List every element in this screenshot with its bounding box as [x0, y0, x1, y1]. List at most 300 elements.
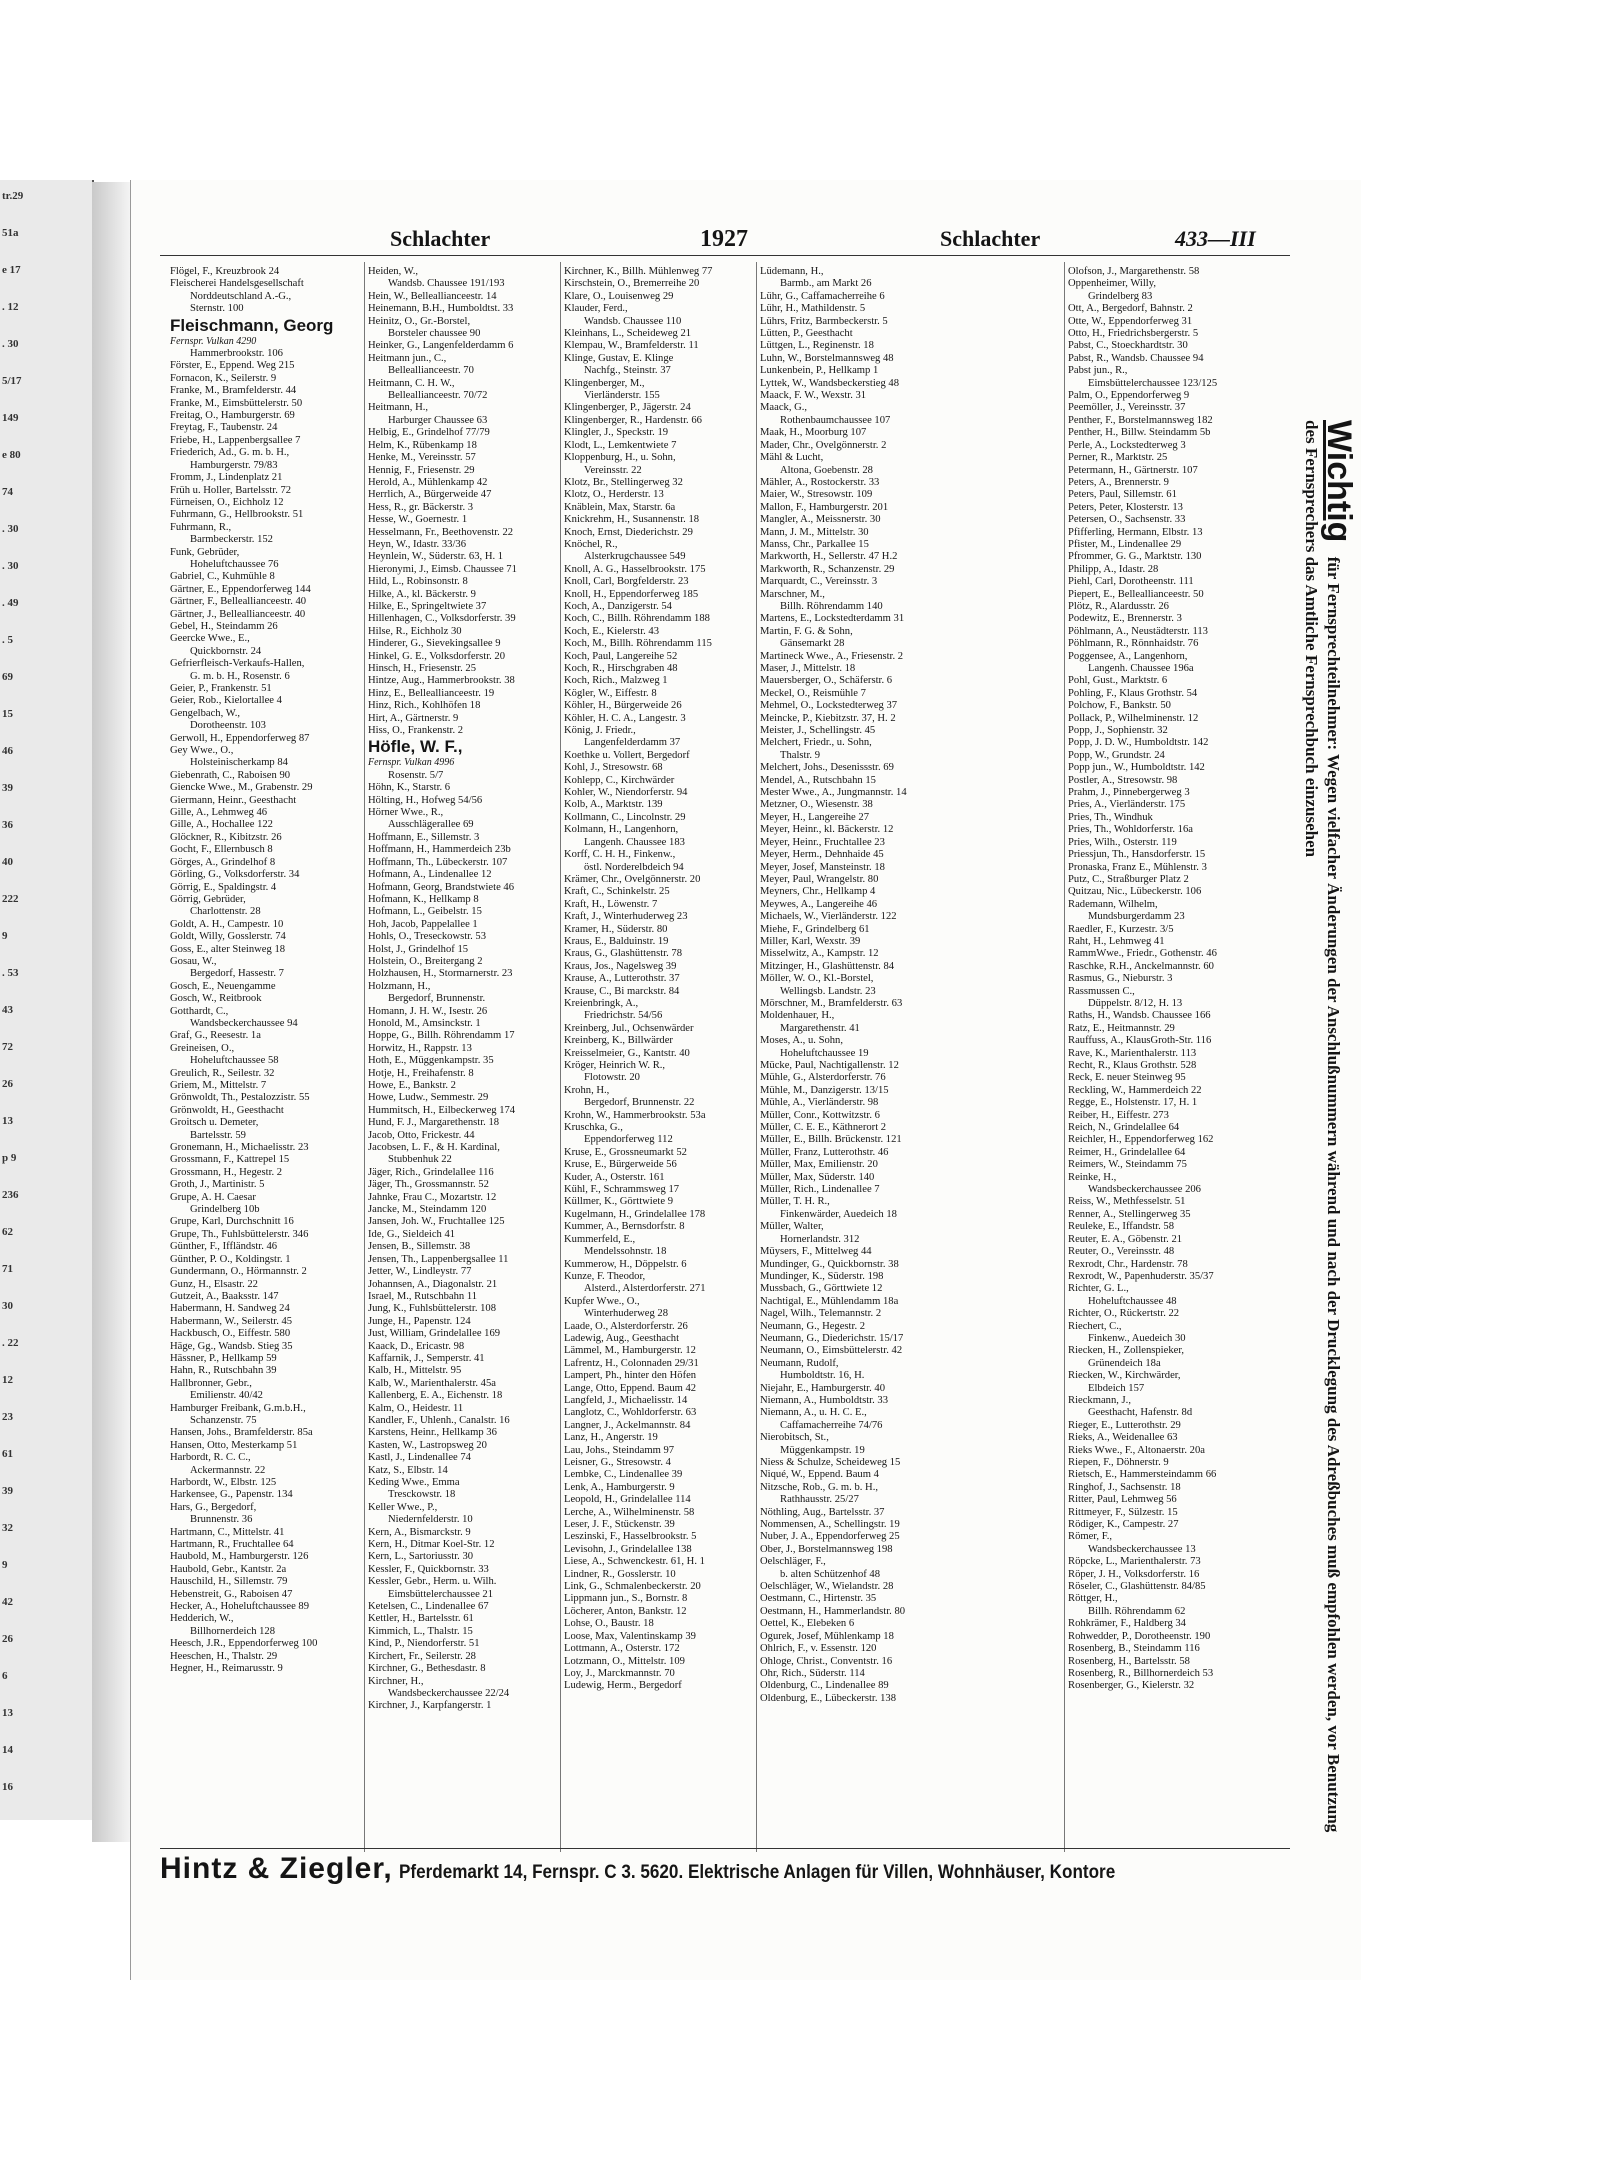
directory-entry: Giencke Wwe., M., Grabenstr. 29 — [170, 782, 313, 794]
page-header — [260, 226, 1290, 256]
previous-page-fragment: tr.29 — [2, 190, 24, 202]
directory-entry: Lottmann, A., Osterstr. 172 — [564, 1643, 680, 1655]
directory-entry: Koethke u. Vollert, Bergedorf — [564, 749, 690, 761]
directory-entry: Lanz, H., Angerstr. 19 — [564, 1432, 658, 1444]
directory-entry: Kummer, A., Bernsdorfstr. 8 — [564, 1221, 685, 1233]
directory-entry: Koch, M., Billh. Röhrendamm 115 — [564, 638, 712, 650]
directory-entry: Lotzmann, O., Mittelstr. 109 — [564, 1655, 685, 1667]
directory-entry: Niejahr, E., Hamburgerstr. 40 — [760, 1382, 886, 1394]
directory-entry: Levisohn, J., Grindelallee 138 — [564, 1543, 692, 1555]
directory-entry: Kasten, W., Lastropsweg 20 — [368, 1439, 487, 1451]
directory-entry: Niedernfelderstr. 10 — [388, 1514, 473, 1526]
previous-page-fragment: 62 — [2, 1226, 13, 1238]
directory-entry: Geier, P., Frankenstr. 51 — [170, 683, 272, 694]
directory-entry: Riecken, H., Zollenspieker, — [1068, 1345, 1185, 1357]
directory-entry: Maak, H., Moorburg 107 — [760, 427, 867, 439]
directory-entry: Honold, M., Amsinckstr. 1 — [368, 1017, 481, 1029]
directory-entry: Koch, R., Hirschgraben 48 — [564, 663, 678, 674]
directory-entry: Rosenberg, H., Bartelsstr. 58 — [1068, 1655, 1190, 1667]
directory-entry: Piepert, E., Belleallianceestr. 50 — [1068, 588, 1204, 600]
directory-entry: Kirchner, K., Billh. Mühlenweg 77 — [564, 266, 713, 277]
directory-entry: Gebel, H., Steindamm 26 — [170, 620, 278, 632]
directory-entry: Reiber, H., Eiffestr. 273 — [1068, 1109, 1169, 1121]
directory-entry: Charlottenstr. 28 — [190, 906, 261, 918]
directory-entry: Finkenw., Auedeich 30 — [1088, 1332, 1186, 1344]
directory-entry: Pollack, P., Wilhelminenstr. 12 — [1068, 712, 1199, 724]
directory-entry: Penther, H., Billw. Steindamm 5b — [1068, 427, 1211, 439]
directory-entry: König, J. Friedr., — [564, 725, 636, 737]
previous-page-fragment: . 22 — [2, 1337, 19, 1349]
directory-entry: Altona, Goebenstr. 28 — [780, 464, 873, 476]
directory-entry: Michaels, W., Vierländerstr. 122 — [760, 911, 897, 923]
directory-entry: Hamburgerstr. 79/83 — [190, 459, 278, 471]
directory-entry: Heitmann, C. H. W., — [368, 377, 455, 389]
directory-entry: Meyer, Paul, Wrangelstr. 80 — [760, 873, 879, 885]
previous-page-fragment: e 80 — [2, 449, 21, 461]
directory-entry: Reuter, O., Vereinsstr. 48 — [1068, 1246, 1175, 1258]
directory-entry: Habermann, W., Seilerstr. 45 — [170, 1315, 293, 1327]
directory-entry: Reuleke, E., Iffandstr. 58 — [1068, 1221, 1175, 1233]
directory-entry: Hintze, Aug., Hammerbrookstr. 38 — [368, 675, 515, 687]
directory-entry: Meyer, Heinr., Fruchtallee 23 — [760, 836, 885, 848]
directory-entry: Liese, A., Schwenckestr. 61, H. 1 — [564, 1556, 705, 1568]
directory-entry: Hinderer, G., Sievekingsallee 9 — [368, 638, 501, 650]
directory-entry: Hofmann, A., Lindenallee 12 — [368, 869, 492, 881]
directory-entry: Hiss, O., Frankenstr. 2 — [368, 725, 464, 737]
directory-entry: Gerwoll, H., Eppendorferweg 87 — [170, 732, 310, 744]
directory-entry: Görrig, E., Spaldingstr. 4 — [170, 881, 277, 893]
directory-entry: Mussbach, G., Görttwiete 12 — [760, 1283, 883, 1295]
directory-entry: Kraus, E., Balduinstr. 19 — [564, 935, 669, 947]
directory-entry: Görges, A., Grindelhof 8 — [170, 856, 276, 868]
directory-entry: Keding Wwe., Emma — [368, 1477, 460, 1488]
directory-entry: Sternstr. 100 — [190, 303, 244, 315]
directory-entry: Jahnke, Frau C., Mozartstr. 12 — [368, 1191, 497, 1203]
directory-entry: Norddeutschland A.-G., — [190, 290, 292, 302]
directory-entry: Meincke, P., Kiebitzstr. 37, H. 2 — [760, 712, 896, 724]
directory-column-2 — [368, 266, 558, 1851]
directory-entry: Richter, G. L., — [1068, 1283, 1129, 1295]
directory-entry: Müysers, F., Mittelweg 44 — [760, 1246, 872, 1258]
directory-entry: Röttger, H., — [1068, 1593, 1118, 1605]
directory-entry: Henke, M., Vereinsstr. 57 — [368, 452, 476, 464]
directory-entry: Peters, Paul, Sillemstr. 61 — [1068, 489, 1177, 501]
directory-entry: Mücke, Paul, Nachtigallenstr. 12 — [760, 1060, 899, 1071]
directory-entry: Lafrentz, H., Colonnaden 29/31 — [564, 1357, 699, 1369]
directory-entry: Ohr, Rich., Süderstr. 114 — [760, 1667, 865, 1679]
directory-entry: Katz, S., Elbstr. 14 — [368, 1464, 448, 1476]
previous-page-fragment: 236 — [2, 1189, 19, 1201]
directory-entry: Gosch, W., Reitbrook — [170, 993, 262, 1005]
directory-entry: Kreienbringk, A., — [564, 997, 639, 1009]
directory-entry: Groitsch u. Demeter, — [170, 1117, 259, 1129]
directory-entry: Gotthardt, C., — [170, 1005, 229, 1017]
directory-entry: Hinkel, G. E., Volksdorferstr. 20 — [368, 650, 506, 662]
directory-entry: Mann, J. M., Mittelstr. 30 — [760, 526, 869, 538]
directory-entry: Hahn, R., Rutschbahn 39 — [170, 1365, 277, 1377]
directory-entry: Hoppe, G., Billh. Röhrendamm 17 — [368, 1030, 515, 1042]
directory-entry: Neumann, G., Hegestr. 2 — [760, 1320, 866, 1332]
directory-entry: Kraft, H., Löwenstr. 7 — [564, 898, 658, 910]
directory-entry: Harbordt, R. C. C., — [170, 1452, 251, 1464]
directory-entry: Heitmann, H., — [368, 402, 429, 414]
directory-entry: Petersen, O., Sachsenstr. 33 — [1068, 514, 1186, 526]
directory-entry: Holzmann, H., — [368, 980, 431, 992]
directory-entry: Löcherer, Anton, Bankstr. 12 — [564, 1605, 687, 1617]
directory-entry: Hofmann, Georg, Brandstwiete 46 — [368, 881, 515, 893]
directory-entry: Fuhrmann, G., Hellbrookstr. 51 — [170, 509, 304, 521]
directory-entry: Gosau, W., — [170, 955, 217, 967]
directory-entry: Popp, J. D. W., Humboldtstr. 142 — [1068, 737, 1209, 749]
previous-page-fragment: 43 — [2, 1004, 13, 1016]
directory-entry: Maser, J., Mittelstr. 18 — [760, 663, 856, 674]
directory-entry: Pries, Th., Windhuk — [1068, 811, 1153, 823]
directory-entry: Pries, Wilh., Osterstr. 119 — [1068, 836, 1177, 848]
directory-entry: Hinsch, H., Friesenstr. 25 — [368, 663, 476, 674]
previous-page-fragment: 9 — [2, 1559, 8, 1571]
column-divider — [1064, 262, 1065, 1852]
directory-entry: Bergedorf, Brunnenstr. 22 — [584, 1097, 695, 1109]
directory-entry: Martens, E., Lockstedterdamm 31 — [760, 613, 905, 625]
directory-entry: Oelschläger, W., Wielandstr. 28 — [760, 1581, 894, 1593]
directory-entry: Finkenwärder, Auedeich 18 — [780, 1208, 897, 1220]
directory-entry: Miehe, F., Grindelberg 61 — [760, 923, 870, 935]
directory-entry: Gocht, F., Ellernbusch 8 — [170, 844, 273, 856]
directory-entry: Fleischerei Handelsgesellschaft — [170, 278, 304, 290]
directory-entry: Kraft, C., Schinkelstr. 25 — [564, 886, 670, 898]
directory-entry: Müller, T. H. R., — [760, 1196, 830, 1208]
directory-entry: Müller, Conr., Kottwitzstr. 6 — [760, 1109, 880, 1121]
directory-entry: Jetter, W., Lindleystr. 77 — [368, 1266, 472, 1278]
directory-entry: Funk, Gebrüder, — [170, 546, 240, 558]
directory-entry: Lindner, R., Gosslerstr. 10 — [564, 1568, 676, 1580]
directory-entry: Vereinsstr. 22 — [584, 464, 642, 476]
directory-entry: Fernspr. Vulkan 4996 — [368, 757, 455, 769]
directory-entry: Langenfelderdamm 37 — [584, 737, 681, 749]
directory-entry: Müller, C. E. E., Käthnerort 2 — [760, 1122, 887, 1134]
directory-entry: Geercke Wwe., E., — [170, 633, 250, 645]
directory-entry: Holzhausen, H., Stormarnerstr. 23 — [368, 968, 513, 980]
directory-entry: Oestmann, H., Hammerlandstr. 80 — [760, 1605, 906, 1617]
directory-entry: Oestmann, C., Hirtenstr. 35 — [760, 1593, 877, 1605]
directory-entry: Krause, A., Lutterothstr. 37 — [564, 973, 680, 985]
directory-entry: Hoffmann, H., Hammerdeich 23b — [368, 844, 511, 856]
directory-entry: Fromm, J., Lindenplatz 21 — [170, 472, 283, 484]
directory-entry: Mähl & Lucht, — [760, 452, 824, 464]
directory-entry: Neumann, G., Diederichstr. 15/17 — [760, 1332, 904, 1344]
directory-entry: Müller, E., Billh. Brückenstr. 121 — [760, 1134, 902, 1146]
directory-entry: Freytag, F., Taubenstr. 24 — [170, 422, 278, 434]
directory-entry: Heinker, G., Langenfelderdamm 6 — [368, 340, 514, 352]
directory-entry: Oldenburg, E., Lübeckerstr. 138 — [760, 1692, 897, 1704]
directory-entry: Mehmel, O., Lockstedterweg 37 — [760, 700, 898, 712]
directory-entry: Gabriel, C., Kuhmühle 8 — [170, 571, 275, 583]
directory-entry: Mähler, A., Rostockerstr. 33 — [760, 476, 880, 488]
directory-entry: Nöthling, Aug., Bartelsstr. 37 — [760, 1506, 885, 1518]
directory-entry: Billh. Röhrendamm 62 — [1088, 1605, 1186, 1617]
directory-entry: Kraft, J., Winterhuderweg 23 — [564, 911, 688, 923]
directory-entry: Rohwedder, P., Dorotheenstr. 190 — [1068, 1630, 1211, 1642]
directory-entry: Helm, K., Rübenkamp 18 — [368, 439, 477, 451]
directory-entry: Heiden, W., — [368, 266, 419, 277]
directory-entry: Kastl, J., Lindenallee 74 — [368, 1452, 471, 1464]
directory-entry: Raths, H., Wandsb. Chaussee 166 — [1068, 1010, 1211, 1022]
directory-entry: Podewitz, E., Brennerstr. 3 — [1068, 613, 1182, 625]
directory-entry: Früh u. Holler, Bartelsstr. 72 — [170, 484, 292, 496]
directory-entry: Piehl, Carl, Dorotheenstr. 111 — [1068, 576, 1194, 588]
directory-entry: Greineisen, O., — [170, 1042, 235, 1054]
directory-entry: Bergedorf, Brunnenstr. — [388, 993, 486, 1005]
directory-entry: Nachfg., Steinstr. 37 — [584, 365, 671, 377]
directory-entry: Müggenkampstr. 19 — [780, 1444, 865, 1456]
directory-entry: Melchert, Johs., Desenissstr. 69 — [760, 762, 894, 774]
directory-entry: Römer, F., — [1068, 1531, 1113, 1543]
directory-entry: Gosch, E., Neuengamme — [170, 980, 276, 992]
directory-entry: Kreisselmeier, G., Kantstr. 40 — [564, 1047, 690, 1059]
directory-entry: Grönwoldt, Th., Pestalozzistr. 55 — [170, 1092, 310, 1104]
directory-entry: Maack, G., — [760, 402, 808, 414]
directory-entry: Kolb, A., Marktstr. 139 — [564, 799, 663, 811]
directory-entry: Reuter, E. A., Göbenstr. 21 — [1068, 1233, 1183, 1245]
directory-entry: Wandsbeckerchaussee 22/24 — [388, 1687, 510, 1699]
directory-entry: Friedrichstr. 54/56 — [584, 1010, 663, 1022]
directory-entry: Peters, A., Brennerstr. 9 — [1068, 476, 1169, 488]
directory-entry: Bergedorf, Hassestr. 7 — [190, 968, 284, 980]
directory-entry: Koch, C., Billh. Röhrendamm 188 — [564, 613, 710, 625]
directory-entry: Kröger, Heinrich W. R., — [564, 1060, 666, 1071]
previous-page-fragment: 30 — [2, 1300, 13, 1312]
directory-entry: Hinz, E., Belleallianceestr. 19 — [368, 687, 495, 699]
directory-entry: Reichler, H., Eppendorferweg 162 — [1068, 1134, 1214, 1146]
directory-entry: Lyttek, W., Wandsbeckerstieg 48 — [760, 377, 899, 389]
directory-entry: Prahm, J., Pinnebergerweg 3 — [1068, 787, 1190, 799]
directory-entry: b. alten Schützenhof 48 — [780, 1568, 881, 1580]
directory-entry: Oppenheimer, Willy, — [1068, 278, 1156, 290]
directory-entry: Niqué, W., Eppend. Baum 4 — [760, 1469, 879, 1481]
directory-entry: Kimmich, L., Thalstr. 15 — [368, 1625, 473, 1637]
directory-entry: Knoch, Ernst, Diederichstr. 29 — [564, 526, 693, 538]
directory-entry: Rathhausstr. 25/27 — [780, 1494, 859, 1506]
directory-entry: Lau, Johs., Steindamm 97 — [564, 1444, 675, 1456]
directory-entry: Hoheluftchaussee 19 — [780, 1047, 869, 1059]
directory-entry: Möller, W. O., Kl.-Borstel, — [760, 973, 874, 985]
directory-entry: Popp, J., Sophienstr. 32 — [1068, 725, 1168, 737]
directory-entry: Hartmann, R., Fruchtallee 64 — [170, 1539, 294, 1551]
directory-entry: Röper, J. H., Volksdorferstr. 16 — [1068, 1568, 1200, 1580]
directory-entry: Klingler, J., Speckstr. 19 — [564, 427, 669, 439]
vertical-notice — [1270, 420, 1358, 1840]
directory-entry: Knickrehm, H., Susannenstr. 18 — [564, 514, 700, 526]
directory-entry: Riechert, C., — [1068, 1320, 1122, 1332]
directory-entry: Pöhlmann, A., Neustädterstr. 113 — [1068, 625, 1208, 637]
directory-entry: Jensen, Th., Lappenbergsallee 11 — [368, 1253, 509, 1265]
directory-entry: Kern, L., Sartoriusstr. 30 — [368, 1551, 474, 1563]
directory-entry: Rosenberger, G., Kielerstr. 32 — [1068, 1680, 1195, 1692]
directory-entry: Groth, J., Martinistr. 5 — [170, 1179, 265, 1191]
directory-entry: Pronaska, Franz E., Mühlenstr. 3 — [1068, 861, 1207, 873]
directory-entry: Hillenhagen, C., Volksdorferstr. 39 — [368, 613, 516, 625]
directory-entry: Lampert, Ph., hinter den Höfen — [564, 1370, 697, 1382]
directory-entry: Oelschläger, F., — [760, 1556, 826, 1568]
directory-entry: Lerche, A., Wilhelminenstr. 58 — [564, 1506, 695, 1518]
directory-entry: Mallon, F., Hamburgerstr. 201 — [760, 501, 889, 513]
previous-page-fragment: . 30 — [2, 338, 19, 350]
directory-entry: Ludewig, Herm., Bergedorf — [564, 1680, 682, 1692]
directory-entry: Vierländerstr. 155 — [584, 390, 660, 402]
previous-page-fragment: . 12 — [2, 301, 19, 313]
directory-entry: Grindelberg 83 — [1088, 290, 1153, 302]
directory-entry: Goss, E., alter Steinweg 18 — [170, 943, 286, 955]
directory-entry: Höfle, W. F., — [368, 737, 463, 757]
directory-entry: Pfrommer, G. G., Marktstr. 130 — [1068, 551, 1202, 563]
directory-entry: Hoffmann, Th., Lübeckerstr. 107 — [368, 856, 508, 868]
directory-entry: Pabst jun., R., — [1068, 365, 1128, 377]
previous-page-fragment: 32 — [2, 1522, 13, 1534]
directory-entry: Klauder, Ferd., — [564, 303, 628, 315]
directory-entry: Kruse, E., Bürgerweide 56 — [564, 1159, 677, 1171]
page-gutter-shadow — [92, 182, 130, 1842]
previous-page-fragment: 13 — [2, 1115, 13, 1127]
directory-entry: Recht, R., Klaus Grothstr. 528 — [1068, 1060, 1197, 1071]
directory-entry: Mühle, A., Vierländerstr. 98 — [760, 1097, 879, 1109]
directory-entry: Hilke, E., Springeltwiete 37 — [368, 600, 487, 612]
directory-entry: Hammerbrookstr. 106 — [190, 348, 283, 360]
directory-entry: Nuber, J. A., Eppendorferweg 25 — [760, 1531, 900, 1543]
directory-entry: Polchow, F., Bankstr. 50 — [1068, 700, 1171, 712]
previous-page-fragment: 222 — [2, 893, 19, 905]
directory-entry: Hilse, R., Eichholz 30 — [368, 625, 462, 637]
previous-page-fragment: . 30 — [2, 523, 19, 535]
directory-entry: Niess & Schulze, Scheideweg 15 — [760, 1457, 901, 1468]
directory-entry: Greulich, R., Seilestr. 32 — [170, 1067, 275, 1079]
directory-entry: Israel, M., Rutschbahn 11 — [368, 1290, 478, 1302]
directory-entry: Kessler, F., Quickbornstr. 33 — [368, 1563, 489, 1575]
directory-entry: Reiss, W., Methfesselstr. 51 — [1068, 1196, 1186, 1208]
directory-entry: Leopold, H., Grindelallee 114 — [564, 1494, 691, 1506]
directory-entry: Kettler, H., Bartelsstr. 61 — [368, 1613, 474, 1625]
previous-page-fragment: . 49 — [2, 597, 19, 609]
directory-entry: Gille, A., Hochallee 122 — [170, 819, 273, 831]
directory-entry: Kuder, A., Osterstr. 161 — [564, 1171, 665, 1183]
directory-entry: Alsterd., Alsterdorferstr. 271 — [584, 1283, 706, 1295]
directory-entry: Hesse, W., Goernestr. 1 — [368, 514, 468, 526]
directory-entry: Stubbenhuk 22 — [388, 1154, 452, 1166]
directory-entry: Kugelmann, H., Grindelallee 178 — [564, 1208, 706, 1220]
directory-entry: Knoll, A. G., Hasselbrookstr. 175 — [564, 563, 706, 575]
directory-entry: Nitzsche, Rob., G. m. b. H., — [760, 1481, 878, 1493]
directory-entry: Lühr, G., Caffamacherreihe 6 — [760, 290, 885, 302]
directory-entry: Lührs, Fritz, Barmbeckerstr. 5 — [760, 315, 888, 327]
directory-entry: Görrig, Gebrüder, — [170, 893, 246, 905]
directory-entry: Belleallianceestr. 70/72 — [388, 390, 488, 402]
directory-entry: Kolmann, H., Langenhorn, — [564, 824, 679, 836]
directory-entry: Jäger, Rich., Grindelallee 116 — [368, 1166, 494, 1178]
directory-column-3 — [564, 266, 754, 1851]
directory-entry: Heesch, J.R., Eppendorferweg 100 — [170, 1638, 318, 1650]
previous-page-fragment: . 5 — [2, 634, 13, 646]
directory-entry: Pfifferling, Hermann, Elbstr. 13 — [1068, 526, 1203, 538]
directory-entry: Klare, O., Louisenweg 29 — [564, 290, 674, 302]
directory-entry: Ritter, Paul, Lehmweg 56 — [1068, 1494, 1177, 1506]
directory-entry: Klingenberger, R., Hardenstr. 66 — [564, 414, 702, 426]
directory-entry: Klingenberger, P., Jägerstr. 24 — [564, 402, 691, 414]
directory-entry: Caffamacherreihe 74/76 — [780, 1419, 883, 1431]
previous-page-fragment: 23 — [2, 1411, 13, 1423]
directory-column-5 — [1068, 266, 1258, 1851]
directory-entry: Kögler, W., Eiffestr. 8 — [564, 687, 657, 699]
directory-entry: Rexrodt, Chr., Hardenstr. 78 — [1068, 1258, 1188, 1270]
directory-entry: Pohling, F., Klaus Grothstr. 54 — [1068, 687, 1198, 699]
directory-entry: Kruse, E., Grossneumarkt 52 — [564, 1146, 687, 1158]
directory-entry: Rassmussen C., — [1068, 985, 1135, 997]
directory-entry: Hamburger Freibank, G.m.b.H., — [170, 1402, 306, 1414]
directory-entry: Oldenburg, C., Lindenallee 89 — [760, 1680, 889, 1692]
directory-entry: Philipp, A., Idastr. 28 — [1068, 563, 1159, 575]
directory-entry: Flögel, F., Kreuzbrook 24 — [170, 266, 280, 277]
directory-entry: Helbig, E., Grindelhof 77/79 — [368, 427, 490, 439]
previous-page-fragment: 69 — [2, 671, 13, 683]
directory-entry: Müller, Rich., Lindenallee 7 — [760, 1184, 880, 1196]
directory-entry: Franke, M., Eimsbüttelerstr. 50 — [170, 397, 303, 409]
directory-entry: Hund, F. J., Margarethenstr. 18 — [368, 1117, 500, 1129]
directory-entry: Reck, E. neuer Steinweg 95 — [1068, 1072, 1186, 1084]
directory-entry: Dorotheenstr. 103 — [190, 720, 266, 732]
directory-entry: Jensen, B., Sillemstr. 38 — [368, 1241, 471, 1253]
directory-entry: Hoheluftchaussee 58 — [190, 1055, 279, 1067]
directory-entry: Ohloge, Christ., Conventstr. 16 — [760, 1655, 893, 1667]
directory-entry: Kreinberg, K., Billwärder — [564, 1035, 673, 1047]
directory-entry: Popp jun., W., Humboldtstr. 142 — [1068, 762, 1205, 774]
advertiser-name: Hintz & Ziegler, — [160, 1852, 393, 1885]
directory-entry: Misselwitz, A., Kampstr. 12 — [760, 948, 879, 960]
directory-entry: Rosenberg, B., Steindamm 116 — [1068, 1643, 1200, 1655]
directory-entry: Peters, Peter, Klosterstr. 13 — [1068, 501, 1183, 513]
directory-entry: Keller Wwe., P., — [368, 1501, 438, 1513]
directory-entry: Pohl, Gust., Marktstr. 6 — [1068, 675, 1168, 687]
directory-entry: Maier, W., Stresowstr. 109 — [760, 489, 873, 501]
directory-entry: Jäger, Th., Grossmannstr. 52 — [368, 1179, 489, 1191]
directory-entry: Ohlrich, F., v. Essenstr. 120 — [760, 1643, 877, 1655]
directory-entry: Kunze, F. Theodor, — [564, 1270, 646, 1282]
directory-entry: Rieger, E., Lutterothstr. 29 — [1068, 1419, 1181, 1431]
directory-entry: Hess, R., gr. Bäckerstr. 3 — [368, 501, 474, 513]
previous-page-fragment: . 30 — [2, 560, 19, 572]
directory-entry: Gey Wwe., O., — [170, 745, 234, 757]
directory-entry: Grindelberg 10b — [190, 1204, 260, 1216]
header-left-title: Schlachter — [390, 226, 491, 251]
directory-entry: Pries, Th., Wohldorferstr. 16a — [1068, 824, 1193, 836]
directory-entry: Lüttgen, L., Reginenstr. 18 — [760, 340, 874, 352]
directory-entry: Grupe, A. H. Caesar — [170, 1191, 256, 1203]
directory-entry: Kühl, F., Schrammsweg 17 — [564, 1184, 680, 1196]
directory-entry: Hauschild, H., Sillemstr. 79 — [170, 1576, 288, 1588]
directory-entry: Otte, W., Eppendorferweg 31 — [1068, 315, 1193, 327]
directory-entry: Görling, G., Volksdorferstr. 34 — [170, 869, 300, 881]
directory-entry: Reckling, W., Hammerdeich 22 — [1068, 1084, 1202, 1096]
column-divider — [364, 262, 365, 1852]
directory-entry: Köhler, H. C. A., Langestr. 3 — [564, 712, 686, 724]
directory-entry: Barmbeckerstr. 152 — [190, 534, 273, 546]
directory-entry: Kalb, H., Mittelstr. 95 — [368, 1365, 462, 1377]
directory-entry: Müller, Franz, Lutterothstr. 46 — [760, 1146, 889, 1158]
previous-page-fragment: 13 — [2, 1707, 13, 1719]
directory-entry: Grönwoldt, H., Geesthacht — [170, 1104, 284, 1116]
directory-entry: Herrlich, A., Bürgerweide 47 — [368, 489, 492, 501]
directory-entry: Heinitz, O., Gr.-Borstel, — [368, 315, 471, 327]
directory-entry: Marquardt, C., Vereinsstr. 3 — [760, 576, 878, 588]
directory-entry: Hinz, Rich., Kohlhöfen 18 — [368, 700, 481, 712]
directory-entry: Langenh. Chaussee 183 — [584, 836, 685, 848]
